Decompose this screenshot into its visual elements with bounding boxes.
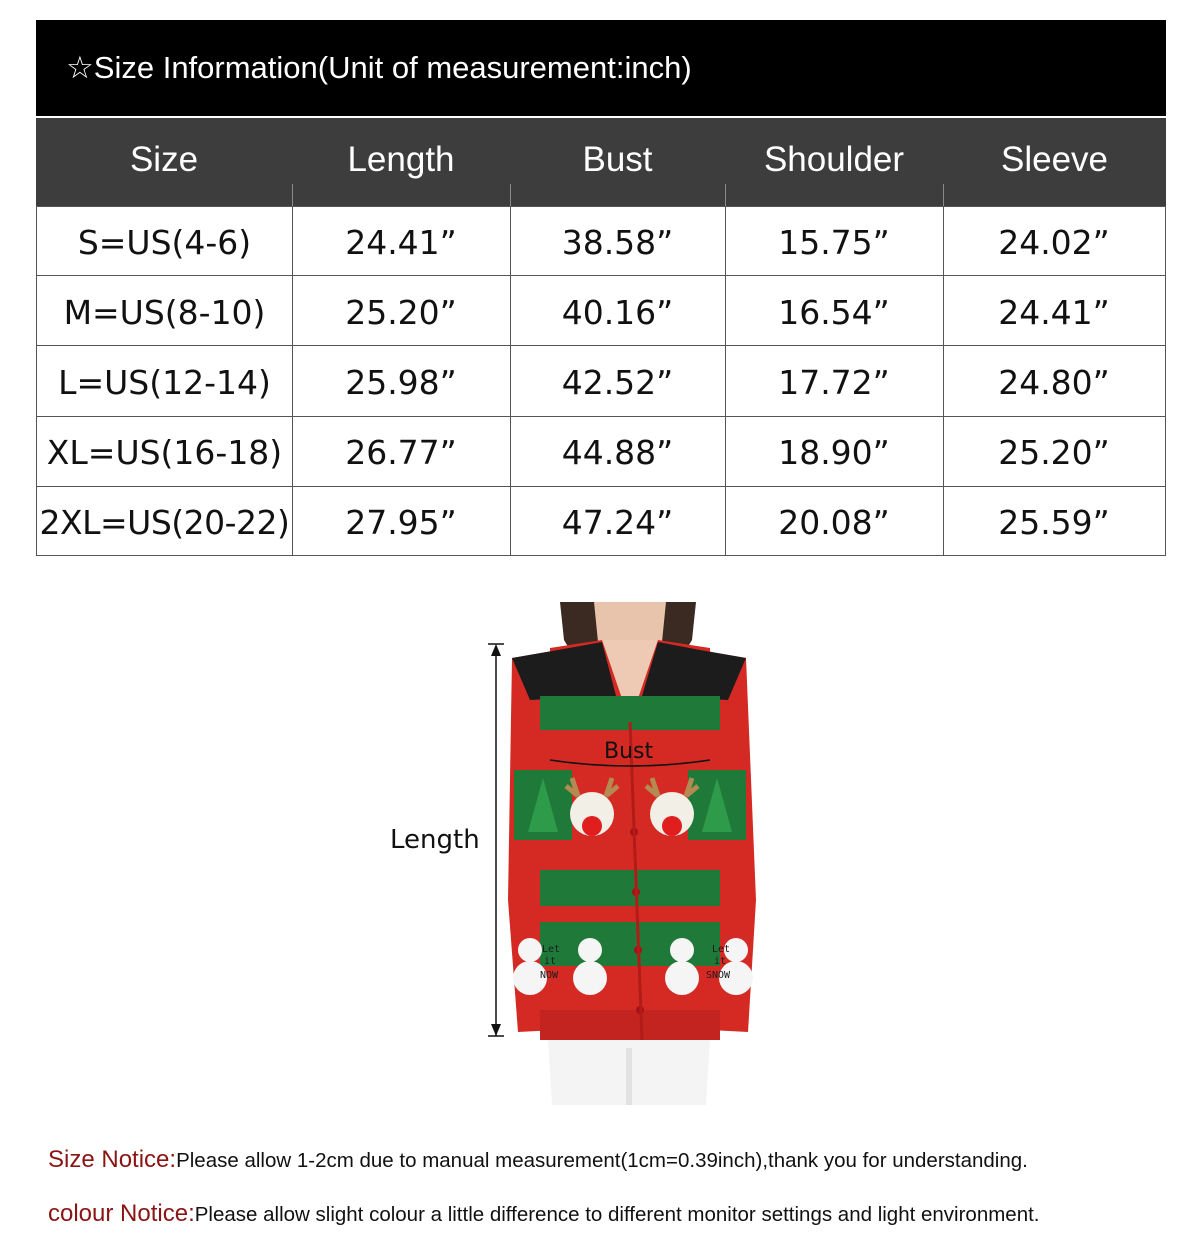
table-row bbox=[37, 207, 1165, 277]
bust-label: Bust bbox=[604, 739, 654, 764]
column-header-sleeve: Sleeve bbox=[1000, 140, 1109, 179]
colour-notice-label: colour Notice: bbox=[48, 1200, 195, 1227]
shoulder-cell: 17.72” bbox=[778, 363, 890, 402]
header-divider bbox=[725, 184, 726, 206]
column-header-bust: Bust bbox=[582, 140, 653, 179]
bust-cell: 42.52” bbox=[561, 363, 674, 402]
green-band bbox=[540, 922, 720, 966]
size-cell: S=US(4-6) bbox=[77, 223, 252, 262]
colour-notice-text: Please allow slight colour a little difference to different monitor settings and light environment. bbox=[194, 1203, 1040, 1226]
shoulder-cell: 15.75” bbox=[778, 223, 890, 262]
table-row bbox=[37, 277, 1165, 347]
header-divider bbox=[292, 184, 293, 206]
left-shoulder-yoke bbox=[512, 642, 616, 700]
length-cell: 24.41” bbox=[345, 223, 457, 262]
white-pants bbox=[548, 1040, 710, 1105]
green-band bbox=[540, 870, 720, 906]
sleeve-cell: 24.02” bbox=[998, 223, 1110, 262]
table-row bbox=[37, 487, 1165, 557]
size-cell: XL=US(16-18) bbox=[46, 433, 283, 472]
table-row bbox=[37, 347, 1165, 417]
shoulder-cell: 18.90” bbox=[778, 433, 890, 472]
length-label: Length bbox=[390, 825, 480, 855]
let-it-snow-left-line2: it bbox=[544, 956, 557, 967]
length-cell: 25.98” bbox=[345, 363, 457, 402]
length-cell: 26.77” bbox=[345, 433, 457, 472]
let-it-snow-right-line3: SNOW bbox=[706, 970, 731, 981]
sleeve-cell: 24.80” bbox=[998, 363, 1110, 402]
header-divider bbox=[510, 184, 511, 206]
length-cell: 25.20” bbox=[345, 293, 457, 332]
column-header-size: Size bbox=[129, 140, 199, 179]
bust-cell: 40.16” bbox=[561, 293, 674, 332]
let-it-snow-right-line2: it bbox=[714, 956, 727, 967]
size-cell: M=US(8-10) bbox=[63, 293, 266, 332]
let-it-snow-left-line1: Let bbox=[542, 944, 561, 955]
colour-notice bbox=[48, 1200, 1040, 1228]
header-divider bbox=[943, 184, 944, 206]
size-cell: L=US(12-14) bbox=[58, 363, 271, 402]
size-notice-label: Size Notice: bbox=[48, 1146, 177, 1173]
let-it-snow-left-line3: NOW bbox=[540, 970, 559, 981]
table-header-row bbox=[36, 118, 1166, 206]
size-cell: 2XL=US(20-22) bbox=[39, 503, 290, 542]
shoulder-cell: 16.54” bbox=[778, 293, 890, 332]
product-figure bbox=[380, 600, 800, 1105]
sleeve-cell: 24.41” bbox=[998, 293, 1110, 332]
size-notice bbox=[48, 1146, 1028, 1174]
bust-cell: 38.58” bbox=[561, 223, 674, 262]
sweater-hem bbox=[540, 1010, 720, 1040]
size-info-title: ☆Size Information(Unit of measurement:inch) bbox=[36, 20, 1166, 116]
size-notice-text: Please allow 1-2cm due to manual measurement(1cm=0.39inch),thank you for understanding. bbox=[176, 1149, 1028, 1172]
column-header-length: Length bbox=[347, 140, 455, 179]
length-arrow bbox=[488, 644, 504, 1036]
sleeve-cell: 25.20” bbox=[998, 433, 1110, 472]
shoulder-cell: 20.08” bbox=[778, 503, 890, 542]
table-row bbox=[37, 417, 1165, 487]
bust-cell: 44.88” bbox=[561, 433, 674, 472]
length-cell: 27.95” bbox=[345, 503, 457, 542]
sleeve-cell: 25.59” bbox=[998, 503, 1110, 542]
bust-cell: 47.24” bbox=[561, 503, 674, 542]
let-it-snow-right-line1: Let bbox=[712, 944, 731, 955]
right-shoulder-yoke bbox=[642, 642, 746, 700]
column-header-shoulder: Shoulder bbox=[763, 140, 905, 179]
size-table bbox=[36, 206, 1166, 556]
